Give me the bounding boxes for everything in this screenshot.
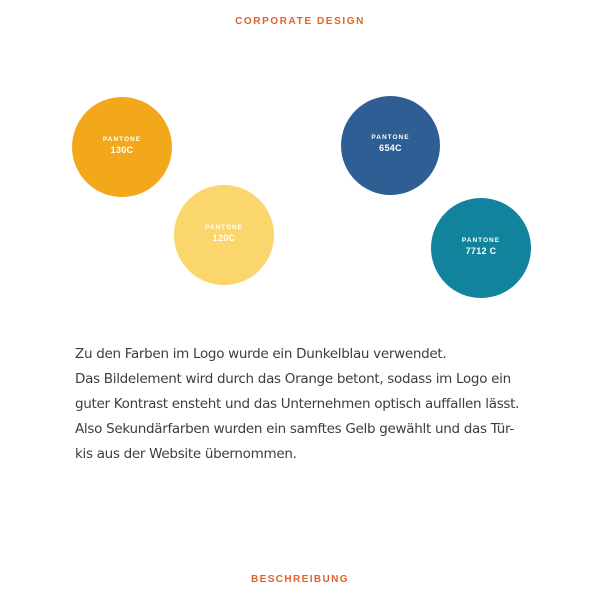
color-swatch-pantone-7712c [431,198,531,298]
paragraph-line: guter Kontrast ensteht und das Unternehmen optisch auffallen lässt. [75,396,520,412]
swatch-code-label: 7712 C [465,245,497,256]
swatch-code-label: 130C [110,144,134,155]
swatch-code-label: 120C [212,232,236,243]
swatch-system-label: PANTONE [371,134,410,141]
color-swatch-pantone-654c [341,96,440,195]
paragraph-line: Zu den Farben im Logo wurde ein Dunkelblau verwendet. [75,346,447,362]
swatch-code-label: 654C [379,143,402,153]
paragraph-line: Das Bildelement wird durch das Orange betont, sodass im Logo ein [75,371,511,387]
color-swatch-pantone-120c [174,185,274,285]
swatch-system-label: PANTONE [461,236,501,244]
description-paragraph [75,342,545,467]
page-title: CORPORATE DESIGN [235,16,365,27]
color-swatch-pantone-130c [72,97,172,197]
paragraph-line: Also Sekundärfarben wurden ein samftes Gelb gewählt und das Tür- [75,421,514,437]
section-footer-label: BESCHREIBUNG [251,574,349,585]
swatch-system-label: PANTONE [204,223,244,231]
swatch-system-label: PANTONE [102,135,142,143]
paragraph-line: kis aus der Website übernommen. [75,446,297,462]
